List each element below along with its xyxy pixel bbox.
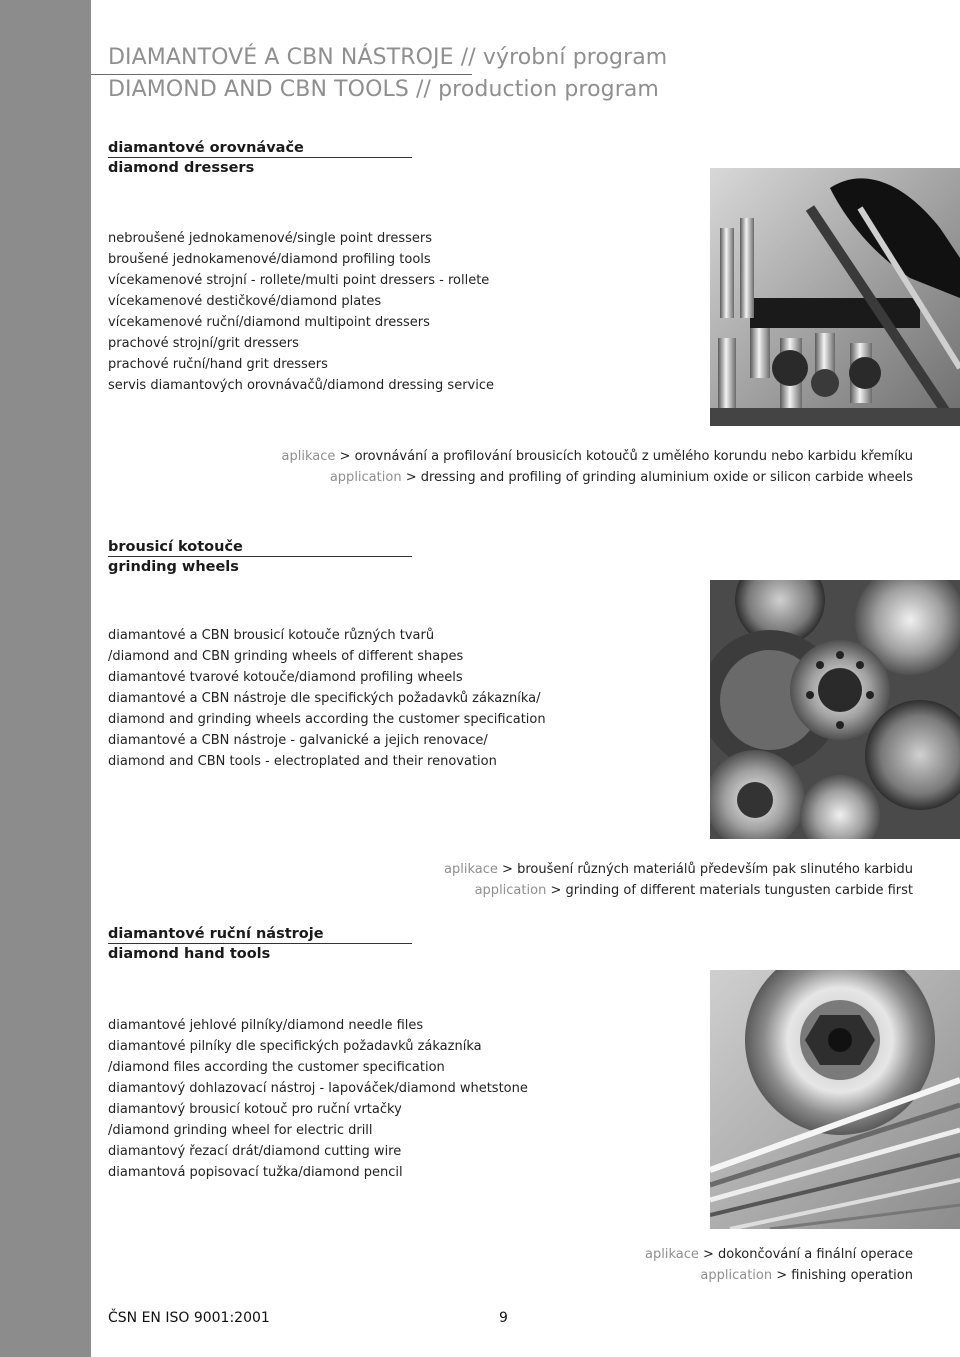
hand-tools-photo (710, 970, 960, 1229)
list-item: diamantové pilníky dle specifických požadavků zákazníka (108, 1039, 482, 1054)
section-heading-grinding-wheels (108, 537, 243, 577)
heading-en: grinding wheels (108, 559, 239, 575)
list-item: vícekamenové destičkové/diamond plates (108, 294, 382, 309)
heading-en: diamond hand tools (108, 946, 271, 962)
list-item: diamantové a CBN nástroje dle specifických požadavků zákazníka/ (108, 691, 541, 706)
application-label-cz: aplikace (444, 862, 498, 877)
heading-cz: diamantové orovnávače (108, 140, 304, 156)
list-item: diamantové jehlové pilníky/diamond needle files (108, 1018, 424, 1033)
footer-certification: ČSN EN ISO 9001:2001 (108, 1310, 270, 1326)
application-label-en: application (700, 1268, 773, 1283)
section-divider (108, 556, 412, 557)
grinding-wheels-list (108, 625, 546, 772)
list-item: diamantový brousicí kotouč pro ruční vrtačky (108, 1102, 402, 1117)
list-item: broušené jednokamenové/diamond profiling tools (108, 252, 431, 267)
list-item: servis diamantových orovnávačů/diamond dressing service (108, 378, 495, 393)
application-text-en: > dressing and profiling of grinding aluminium oxide or silicon carbide wheels (401, 470, 913, 485)
list-item: diamantové a CBN brousicí kotouče různých tvarů (108, 628, 435, 643)
application-text-en: > finishing operation (772, 1268, 913, 1283)
section-heading-dressers (108, 138, 304, 178)
list-item: prachové ruční/hand grit dressers (108, 357, 328, 372)
section-divider (108, 157, 412, 158)
heading-en: diamond dressers (108, 160, 255, 176)
application-label-en: application (329, 470, 402, 485)
list-item: nebroušené jednokamenové/single point dressers (108, 231, 433, 246)
list-item: diamantová popisovací tužka/diamond pencil (108, 1165, 403, 1180)
list-item: vícekamenové strojní - rollete/multi point dressers - rollete (108, 273, 490, 288)
application-label-en: application (474, 883, 547, 898)
application-text-cz: > dokončování a finální operace (698, 1247, 913, 1262)
list-item: diamantový řezací drát/diamond cutting wire (108, 1144, 402, 1159)
list-item: prachové strojní/grit dressers (108, 336, 299, 351)
application-dressers (282, 446, 913, 488)
application-hand-tools (645, 1244, 913, 1286)
hand-tools-photo-illustration (710, 970, 960, 1229)
section-heading-hand-tools (108, 924, 324, 964)
list-item: diamantové tvarové kotouče/diamond profiling wheels (108, 670, 463, 685)
list-item: /diamond files according the customer specification (108, 1060, 445, 1075)
list-item: vícekamenové ruční/diamond multipoint dressers (108, 315, 430, 330)
application-text-cz: > orovnávání a profilování brousicích kotoučů z umělého korundu nebo karbidu křemíku (335, 449, 913, 464)
dressers-photo-illustration (710, 168, 960, 426)
list-item: /diamond grinding wheel for electric drill (108, 1123, 373, 1138)
list-item: diamond and CBN tools - electroplated and their renovation (108, 754, 497, 769)
heading-cz: diamantové ruční nástroje (108, 926, 324, 942)
title-en: DIAMOND AND CBN TOOLS // production program (108, 77, 659, 102)
list-item: diamantový dohlazovací nástroj - lapováček/diamond whetstone (108, 1081, 528, 1096)
grinding-wheels-photo-illustration (710, 580, 960, 839)
application-label-cz: aplikace (645, 1247, 699, 1262)
hand-tools-list (108, 1015, 528, 1183)
list-item: diamond and grinding wheels according the customer specification (108, 712, 546, 727)
left-sidebar-band (0, 0, 91, 1357)
application-text-cz: > broušení různých materiálů především pak slinutého karbidu (497, 862, 913, 877)
grinding-wheels-photo (710, 580, 960, 839)
dressers-photo (710, 168, 960, 426)
dressers-list (108, 228, 494, 396)
list-item: diamantové a CBN nástroje - galvanické a jejich renovace/ (108, 733, 488, 748)
title-cz: DIAMANTOVÉ A CBN NÁSTROJE // výrobní program (108, 45, 668, 70)
list-item: /diamond and CBN grinding wheels of different shapes (108, 649, 464, 664)
application-label-cz: aplikace (281, 449, 336, 464)
page-number: 9 (499, 1310, 508, 1326)
title-divider (91, 74, 472, 75)
section-divider (108, 943, 412, 944)
heading-cz: brousicí kotouče (108, 539, 243, 555)
application-text-en: > grinding of different materials tungusten carbide first (546, 883, 913, 898)
application-grinding-wheels (444, 859, 913, 901)
